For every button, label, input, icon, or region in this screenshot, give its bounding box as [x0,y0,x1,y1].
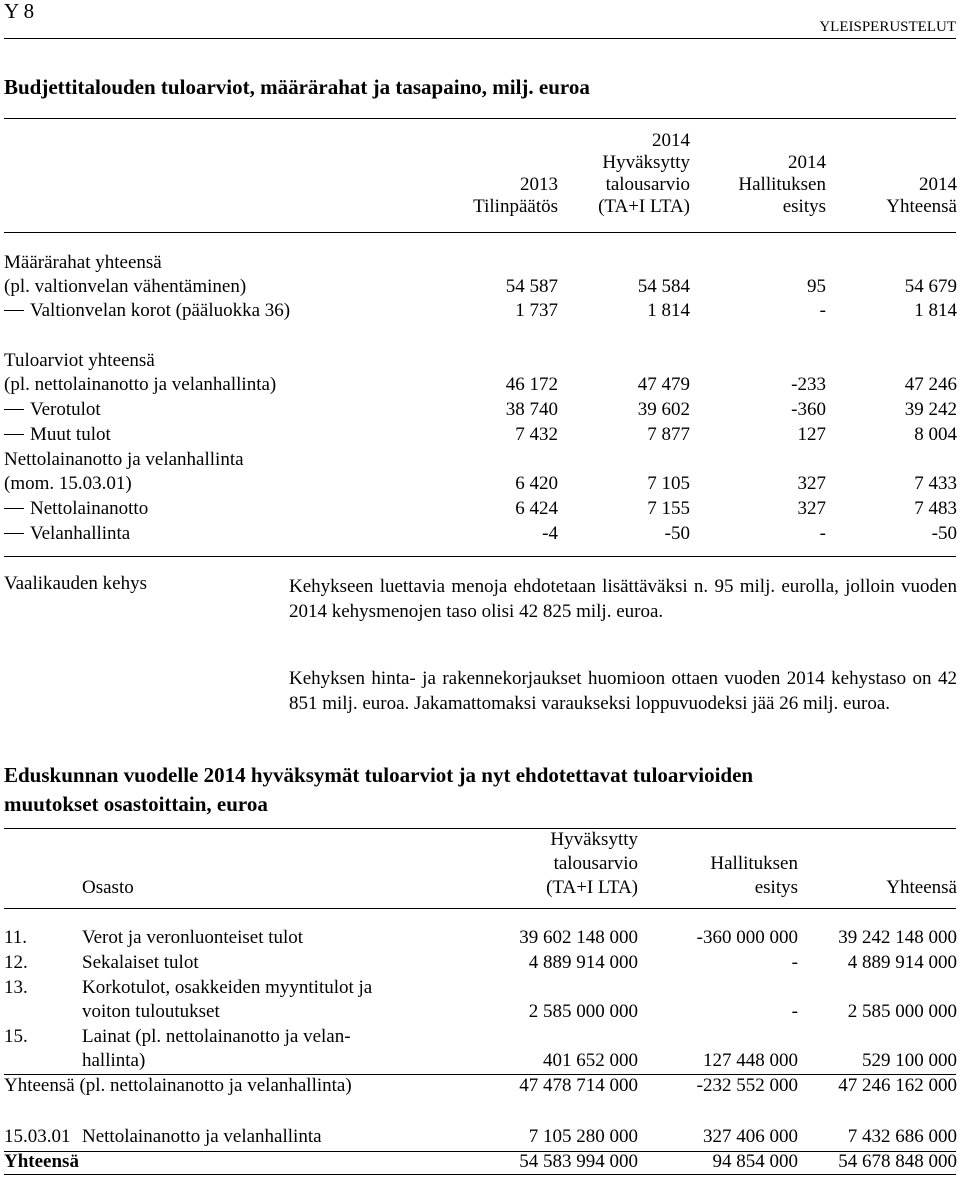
table2-col-header: talousarvio [553,853,638,874]
table2-cell: - [791,1001,798,1022]
table1-cell: 47 479 [637,374,690,395]
table1-row-label [4,498,148,520]
table2-col-header: esitys [754,877,798,898]
table1-row-text: Nettolainanotto ja velanhallinta [4,449,244,470]
table2-cell: 529 100 000 [862,1050,957,1071]
table1-row-text: (pl. nettolainanotto ja velanhallinta) [4,374,277,395]
table2-cell: 2 585 000 000 [528,1001,638,1022]
table1-cell: -4 [542,523,558,544]
table1-col-header: Hyväksytty [602,152,690,173]
table1-header-rule [4,232,956,233]
table2-total-cell: 94 854 000 [712,1151,798,1172]
table1-row-label [4,523,130,545]
table1-bottom-rule [4,556,956,557]
table2-row-label: Sekalaiset tulot [82,952,199,973]
table1-cell: 1 814 [914,300,957,321]
table1-row-label [4,374,276,396]
table2-row-label: Verot ja veronluonteiset tulot [82,927,304,948]
table1-row-text: Verotulot [30,399,101,420]
table2-subtotal-rule [4,1074,956,1075]
table1-col-header: talousarvio [605,174,690,195]
table1-cell: - [819,523,826,544]
table1-row-text: (mom. 15.03.01) [4,473,132,494]
table1-col-header: Tilinpäätös [473,196,558,217]
table2-total-label: Yhteensä [4,1151,79,1172]
table1-cell: 327 [797,473,826,494]
table1-col-header: 2014 [788,152,826,173]
table1-cell: 54 587 [505,276,558,297]
table1-title: Budjettitalouden tuloarviot, määrärahat ja tasapaino, milj. euroa [4,75,590,99]
table1-col-header: esitys [782,196,826,217]
section-title: YLEISPERUSTELUT [819,19,956,35]
table1-row-label [4,350,155,372]
table2-row-label: hallinta) [82,1050,146,1071]
table1-row-label [4,449,244,471]
table1-cell: 7 105 [647,473,690,494]
dash-marker [4,409,24,410]
table2-mom-label: Nettolainanotto ja velanhallinta [82,1126,322,1147]
table1-cell: -360 [791,399,826,420]
table2-cell: 127 448 000 [703,1050,798,1071]
table2-col-header: Yhteensä [886,877,957,898]
table1-cell: -50 [664,523,690,544]
table2-row-number: 12. [4,952,28,973]
dash-marker [4,310,24,311]
table2-top-rule [4,828,956,829]
table2-title-line1: Eduskunnan vuodelle 2014 hyväksymät tuloarviot ja nyt ehdotettavat tuloarvioiden [4,763,754,787]
table1-row-text: Nettolainanotto [30,498,149,519]
table2-col-header: Hyväksytty [550,829,638,850]
table1-cell: 54 679 [904,276,957,297]
table1-row-text: Tuloarviot yhteensä [4,350,155,371]
table1-col-header: (TA+I LTA) [598,196,690,217]
page-number: Y 8 [4,0,35,23]
header-rule [4,38,956,39]
dash-marker [4,533,24,534]
table2-total-cell: 54 678 848 000 [838,1151,957,1172]
table2-row-number: 13. [4,977,28,998]
table2-cell: -360 000 000 [696,927,798,948]
table2-cell: 401 652 000 [543,1050,638,1071]
table1-row-text: Määrärahat yhteensä [4,252,162,273]
table1-cell: 54 584 [637,276,690,297]
table2-subtotal-cell: -232 552 000 [696,1075,798,1096]
table2-row-number: 11. [4,927,28,948]
table2-row-number: 15. [4,1026,28,1047]
dash-marker [4,434,24,435]
table1-col-header: 2014 [919,174,957,195]
table2-col-osasto: Osasto [82,877,134,898]
table1-row-label [4,473,132,495]
table2-total-cell: 54 583 994 000 [519,1151,638,1172]
table2-mom-cell: 7 105 280 000 [528,1126,638,1147]
table2-subtotal-cell: 47 246 162 000 [838,1075,957,1096]
table1-cell: 1 737 [515,300,558,321]
table1-row-label [4,424,111,446]
table2-mom-number: 15.03.01 [4,1126,71,1147]
table1-row-label [4,300,290,322]
table2-subtotal-cell: 47 478 714 000 [519,1075,638,1096]
frame-paragraph-1: Kehykseen luettavia menoja ehdotetaan lisättäväksi n. 95 milj. eurolla, jolloin vuoden 2014 kehysmenojen taso olisi 42 825 milj. euroa. [289,576,957,622]
table2-cell: 4 889 914 000 [847,952,957,973]
table1-row-label [4,252,162,274]
table1-cell: 7 433 [914,473,957,494]
table2-cell: 39 242 148 000 [838,927,957,948]
frame-label: Vaalikauden kehys [4,573,147,594]
dash-marker [4,508,24,509]
table1-cell: 7 155 [647,498,690,519]
table2-mom-cell: 327 406 000 [703,1126,798,1147]
table1-col-header: 2013 [520,174,558,195]
table2-col-header: (TA+I LTA) [546,877,638,898]
table1-cell: -50 [931,523,957,544]
table1-col-header: 2014 [652,130,690,151]
table2-cell: 4 889 914 000 [528,952,638,973]
table1-cell: 127 [797,424,826,445]
table1-cell: 47 246 [904,374,957,395]
table2-col-header: Hallituksen [710,853,798,874]
table1-cell: 1 814 [647,300,690,321]
table1-row-label [4,399,101,421]
table2-row-label: Lainat (pl. nettolainanotto ja velan- [82,1026,351,1047]
table1-row-text: Muut tulot [30,424,111,445]
table2-row-label: Korkotulot, osakkeiden myyntitulot ja [82,977,373,998]
table1-cell: 6 420 [515,473,558,494]
table1-cell: 39 242 [904,399,957,420]
table1-col-header: Yhteensä [886,196,957,217]
table1-cell: 327 [797,498,826,519]
table2-cell: - [791,952,798,973]
table2-title-line2: muutokset osastoittain, euroa [4,792,268,816]
frame-paragraph-2: Kehyksen hinta- ja rakennekorjaukset huomioon ottaen vuoden 2014 kehystaso on 42 851 milj. euroa. Jakamattomaksi varaukseksi loppuvuodeksi jää 26 milj. euroa. [289,668,957,714]
table2-cell: 2 585 000 000 [847,1001,957,1022]
table2-cell: 39 602 148 000 [519,927,638,948]
table2-row-label: voiton tuloutukset [82,1001,220,1022]
table1-cell: 38 740 [505,399,558,420]
table1-row-text: Valtionvelan korot (pääluokka 36) [30,300,291,321]
table2-header-rule [4,908,956,909]
table1-row-text: (pl. valtionvelan vähentäminen) [4,276,247,297]
table1-row-text: Velanhallinta [30,523,131,544]
table1-cell: 39 602 [637,399,690,420]
table1-cell: 7 432 [515,424,558,445]
table2-subtotal-label: Yhteensä (pl. nettolainanotto ja velanhallinta) [4,1075,352,1096]
table2-bottom-rule [4,1174,956,1175]
table1-top-rule [4,118,956,119]
table2-mom-cell: 7 432 686 000 [847,1126,957,1147]
table1-cell: 7 877 [647,424,690,445]
table1-cell: 7 483 [914,498,957,519]
table1-cell: -233 [791,374,826,395]
table1-cell: 46 172 [505,374,558,395]
table1-cell: 6 424 [515,498,558,519]
table1-cell: - [819,300,826,321]
table2-total-rule [4,1151,956,1152]
table1-row-label [4,276,246,298]
table1-col-header: Hallituksen [738,174,826,195]
table1-cell: 95 [807,276,826,297]
table1-cell: 8 004 [914,424,957,445]
